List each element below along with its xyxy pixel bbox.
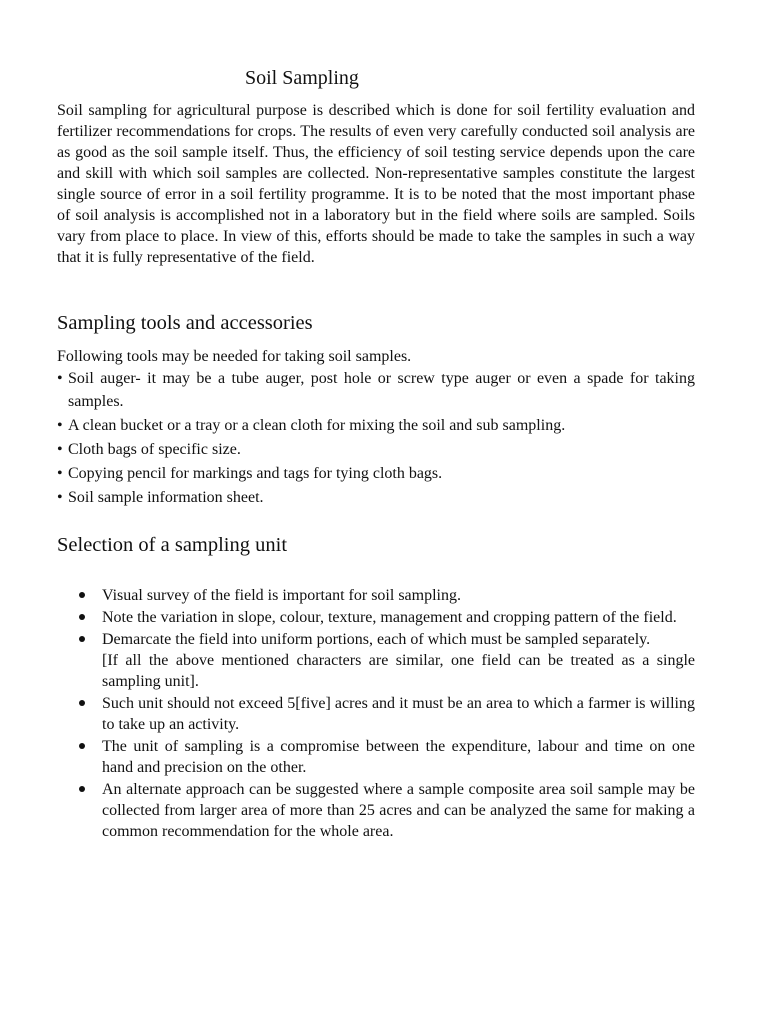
list-item xyxy=(57,367,695,413)
bullet-dot-icon xyxy=(79,786,85,792)
list-item xyxy=(57,629,695,692)
list-item xyxy=(57,438,695,461)
page-title: Soil Sampling xyxy=(245,67,359,89)
tool-text: Soil auger- it may be a tube auger, post hole or screw type auger or even a spade for taking samples. xyxy=(68,370,695,410)
tool-text: Copying pencil for markings and tags for tying cloth bags. xyxy=(68,465,443,482)
bullet-glyph: • xyxy=(57,370,63,387)
tool-text: Cloth bags of specific size. xyxy=(68,441,241,458)
selection-text: Demarcate the field into uniform portions, each of which must be sampled separately. xyxy=(102,631,651,648)
list-item xyxy=(57,462,695,485)
list-item xyxy=(57,779,695,842)
tools-heading: Sampling tools and accessories xyxy=(57,312,313,334)
selection-text: Note the variation in slope, colour, texture, management and cropping pattern of the field. xyxy=(102,609,677,626)
bullet-dot-icon xyxy=(79,700,85,706)
selection-text: The unit of sampling is a compromise between the expenditure, labour and time on one hand and precision on the other. xyxy=(102,738,695,776)
bullet-glyph: • xyxy=(57,489,63,506)
list-item xyxy=(57,585,695,606)
bullet-dot-icon xyxy=(79,614,85,620)
list-item xyxy=(57,414,695,437)
tools-list xyxy=(57,367,695,510)
bullet-dot-icon xyxy=(79,636,85,642)
selection-note: [If all the above mentioned characters are similar, one field can be treated as a single sampling unit]. xyxy=(102,652,695,690)
bullet-dot-icon xyxy=(79,592,85,598)
intro-paragraph: Soil sampling for agricultural purpose is described which is done for soil fertility evaluation and fertilizer recommendations for crops. The results of even very carefully conducted soil analysis are as good as the soil sample itself. Thus, the efficiency of soil testing service depends upon the care and skill with which soil samples are collected. Non-representative samples constitute the largest single source of error in a soil fertility programme. It is to be noted that the most important phase of soil analysis is accomplished not in a laboratory but in the field where soils are sampled. Soils vary from place to place. In view of this, efforts should be made to take the samples in such a way that it is fully representative of the field. xyxy=(57,102,695,266)
tool-text: Soil sample information sheet. xyxy=(68,489,264,506)
list-item xyxy=(57,736,695,778)
bullet-dot-icon xyxy=(79,743,85,749)
selection-text: Such unit should not exceed 5[five] acres and it must be an area to which a farmer is willing to take up an activity. xyxy=(102,695,695,733)
list-item xyxy=(57,486,695,509)
bullet-glyph: • xyxy=(57,441,63,458)
selection-list xyxy=(57,585,695,843)
tools-lead: Following tools may be needed for taking soil samples. xyxy=(57,348,412,365)
selection-text: An alternate approach can be suggested where a sample composite area soil sample may be collected from larger area of more than 25 acres and can be analyzed the same for making a common recommendation for the whole area. xyxy=(102,781,695,840)
list-item xyxy=(57,693,695,735)
tool-text: A clean bucket or a tray or a clean cloth for mixing the soil and sub sampling. xyxy=(68,417,566,434)
selection-heading: Selection of a sampling unit xyxy=(57,534,288,556)
bullet-glyph: • xyxy=(57,465,63,482)
list-item xyxy=(57,607,695,628)
selection-text: Visual survey of the field is important for soil sampling. xyxy=(102,587,461,604)
bullet-glyph: • xyxy=(57,417,63,434)
